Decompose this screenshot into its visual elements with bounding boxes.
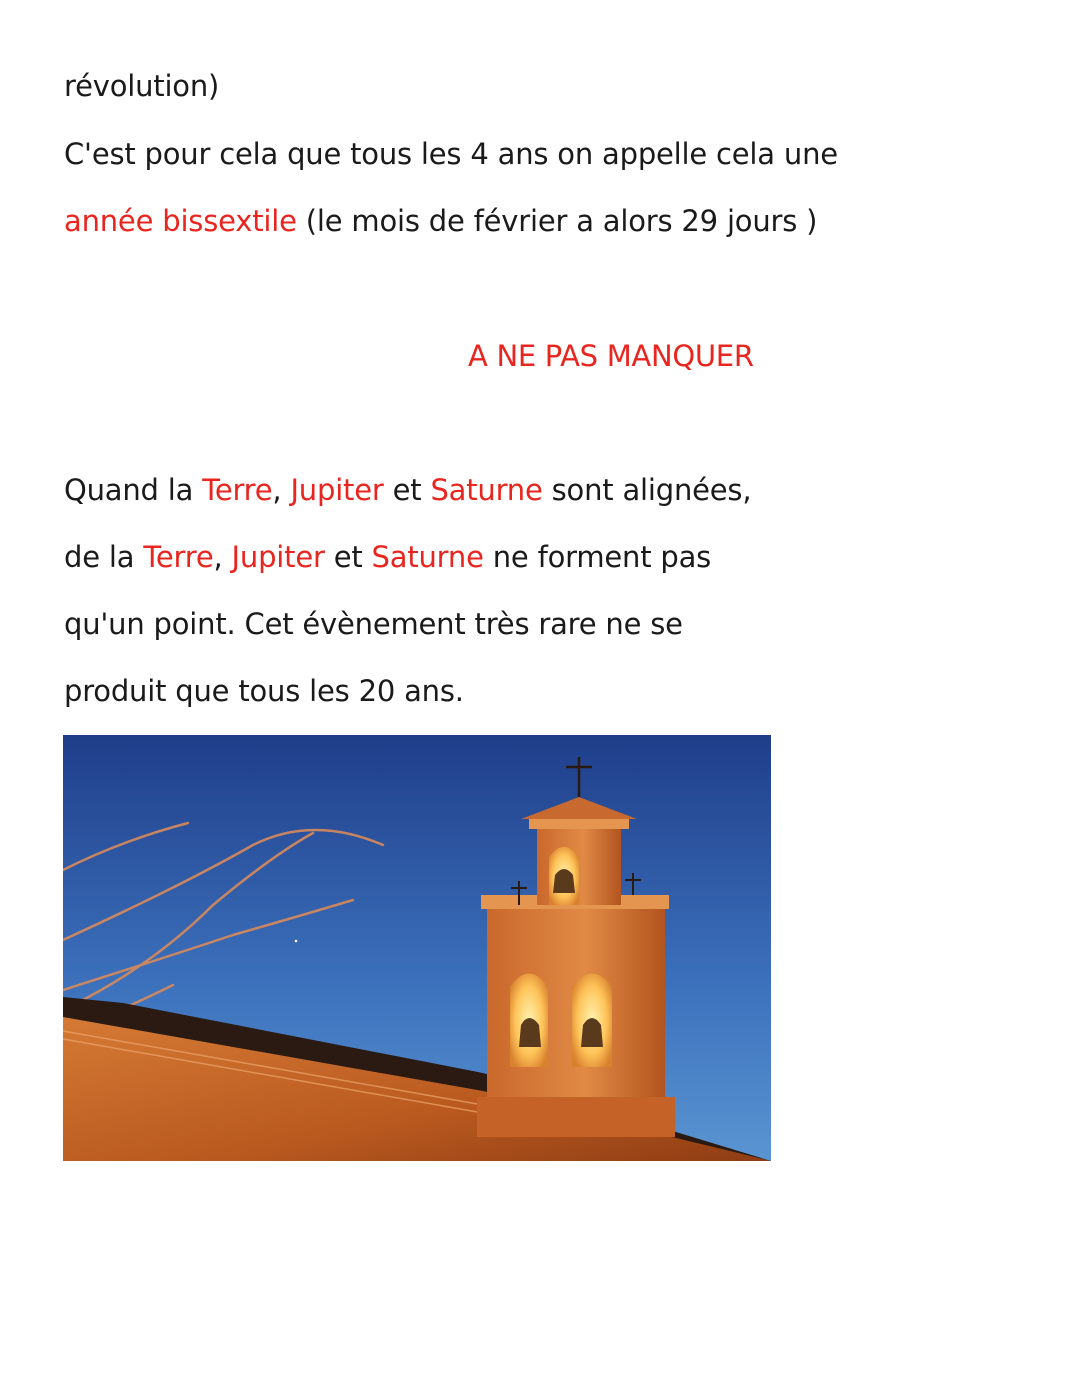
text-line-rare-event: [64, 604, 683, 644]
jupiter-highlight: Jupiter: [231, 540, 325, 574]
text-line-planets: [64, 537, 711, 577]
text-fragment: ne forment pas: [483, 540, 712, 574]
saturne-highlight: Saturne: [430, 473, 543, 507]
text-fragment: sont alignées,: [542, 473, 752, 507]
text-fragment: ,: [213, 540, 232, 574]
text-fragment: Quand la: [64, 473, 203, 507]
planet-point: [295, 940, 298, 943]
text-fragment: et: [324, 540, 372, 574]
text-fragment: de la: [64, 540, 144, 574]
twenty-years-text: produit que tous les 20 ans.: [64, 674, 464, 708]
text-line-twenty-years: [64, 671, 464, 711]
text-line-alignment: [64, 470, 751, 510]
terre-highlight: Terre: [202, 473, 273, 507]
text-line-leap-year: [64, 201, 817, 241]
church-bell-tower-photo: [63, 735, 771, 1161]
text-line-leap-year-intro: [64, 134, 838, 174]
jupiter-highlight: Jupiter: [290, 473, 384, 507]
text-fragment: ,: [272, 473, 291, 507]
section-heading: A NE PAS MANQUER: [468, 339, 754, 373]
february-text: (le mois de février a alors 29 jours ): [296, 204, 818, 238]
rare-event-text: qu'un point. Cet évènement très rare ne se: [64, 607, 683, 641]
terre-highlight: Terre: [143, 540, 214, 574]
text-fragment: et: [383, 473, 431, 507]
saturne-highlight: Saturne: [371, 540, 484, 574]
text-line-revolution: [64, 66, 219, 106]
leap-year-intro-text: C'est pour cela que tous les 4 ans on appelle cela une: [64, 137, 838, 171]
revolution-text: révolution): [64, 69, 220, 103]
photo-drawing: [63, 735, 771, 1161]
leap-year-highlight: année bissextile: [64, 204, 297, 238]
